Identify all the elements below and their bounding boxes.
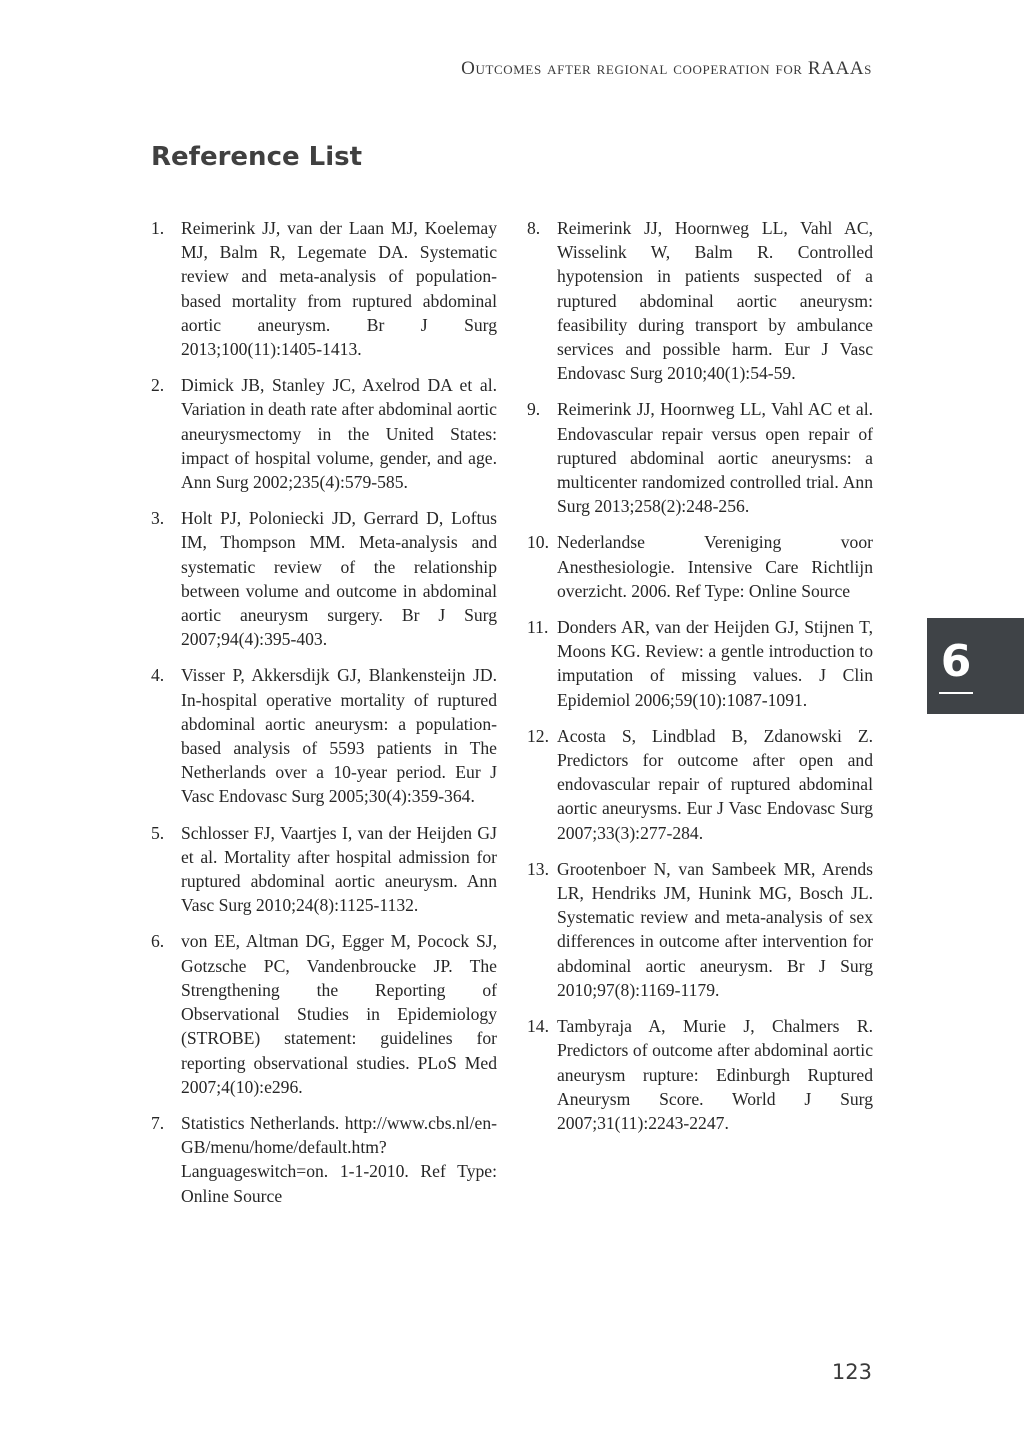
reference-number: 3. [151,508,165,529]
reference-number: 13. [527,858,549,879]
reference-text: Reimerink JJ, Hoornweg LL, Vahl AC et al. Endovascular repair versus open repair of ruptured abdominal aortic aneurysms: a multicenter randomized controlled trial. Ann Surg 2013;258(2):248-256. [557,399,873,517]
reference-number: 10. [527,532,549,553]
reference-text: Reimerink JJ, Hoornweg LL, Vahl AC, Wisselink W, Balm R. Controlled hypotension in patients suspected of a ruptured abdominal aortic aneurysm: feasibility during transport by ambulance services and possible harm. Eur J Vasc Endovasc Surg 2010;40(1):54-59. [557,218,873,384]
reference-item [527,397,873,518]
reference-number: 8. [527,218,541,238]
reference-text: Nederlandse Vereniging voor Anesthesiologie. Intensive Care Richtlijn overzicht. 2006. Ref Type: Online Source [557,532,873,601]
reference-text: Schlosser FJ, Vaartjes I, van der Heijden GJ et al. Mortality after hospital admission for ruptured abdominal aortic aneurysm. Ann Vasc Surg 2010;24(8):1125-1132. [181,822,497,916]
reference-item [527,530,873,603]
reference-number: 11. [527,617,549,638]
reference-text: Tambyraja A, Murie J, Chalmers R. Predictors of outcome after abdominal aortic aneurysm rupture: Edinburgh Ruptured Aneurysm Score. World J Surg 2007;31(11):2243-2247. [557,1016,873,1133]
reference-item [151,1111,497,1208]
reference-item [527,1014,873,1135]
reference-number: 1. [151,218,165,238]
running-header: Outcomes after regional cooperation for RAAAs [461,58,872,79]
reference-number: 12. [527,725,549,746]
section-heading: Reference List [151,142,363,172]
chapter-tab [927,618,1024,714]
reference-item [151,929,497,1098]
reference-item [527,857,873,1002]
reference-text: Visser P, Akkersdijk GJ, Blankensteijn JD. In-hospital operative mortality of ruptured abdominal aortic aneurysm: a population-based analysis of 5593 patients in The Netherlands over a 10-year period. Eur J Vasc Endovasc Surg 2005;30(4):359-364. [181,665,497,807]
reference-text: von EE, Altman DG, Egger M, Pocock SJ, Gotzsche PC, Vandenbroucke JP. The Strengthening the Reporting of Observational Studies in Epidemiology (STROBE) statement: guidelines for reporting observational studies. PLoS Med 2007;4(10):e296. [181,931,497,1097]
chapter-number: 6 [940,636,972,687]
reference-item [151,373,497,494]
reference-text: Statistics Netherlands. http://www.cbs.nl/en-GB/menu/home/default.htm?Languageswitch=on. 1-1-2010. Ref Type: Online Source [181,1112,497,1206]
reference-number: 2. [151,375,165,396]
reference-item [151,663,497,808]
reference-list-left-column [151,216,497,1220]
reference-item [151,821,497,918]
reference-number: 4. [151,665,165,686]
page-number: 123 [831,1360,872,1384]
reference-number: 14. [527,1016,549,1037]
reference-item [151,506,497,651]
reference-text: Dimick JB, Stanley JC, Axelrod DA et al. Variation in death rate after abdominal aortic aneurysmectomy in the United States: impact of hospital volume, gender, and age. Ann Surg 2002;235(4):579-585. [181,375,497,493]
reference-text: Acosta S, Lindblad B, Zdanowski Z. Predictors for outcome after open and endovascular repair of ruptured abdominal aortic aneurysms. Eur J Vasc Endovasc Surg 2007;33(3):277-284. [557,725,873,843]
reference-item [527,615,873,712]
reference-list-right-column [527,216,873,1147]
reference-item [527,724,873,845]
reference-text: Grootenboer N, van Sambeek MR, Arends LR, Hendriks JM, Hunink MG, Bosch JL. Systematic review and meta-analysis of sex differences in outcome after intervention for abdominal aortic aneurysm. Br J Surg 2010;97(8):1169-1179. [557,858,873,1000]
reference-number: 5. [151,822,165,843]
reference-number: 6. [151,931,165,952]
reference-number: 9. [527,399,541,420]
reference-text: Holt PJ, Poloniecki JD, Gerrard D, Loftus IM, Thompson MM. Meta-analysis and systematic review of the relationship between volume and outcome in abdominal aortic aneurysm surgery. Br J Surg 2007;94(4):395-403. [181,508,497,650]
reference-text: Reimerink JJ, van der Laan MJ, Koelemay MJ, Balm R, Legemate DA. Systematic review and meta-analysis of population-based mortality from ruptured abdominal aortic aneurysm. Br J Surg 2013;100(11):1405-1413. [181,218,497,360]
reference-item [151,216,497,361]
reference-number: 7. [151,1112,165,1133]
reference-text: Donders AR, van der Heijden GJ, Stijnen T, Moons KG. Review: a gentle introduction to imputation of missing values. J Clin Epidemiol 2006;59(10):1087-1091. [557,617,873,710]
reference-item [527,216,873,385]
chapter-number-underline [939,692,973,694]
